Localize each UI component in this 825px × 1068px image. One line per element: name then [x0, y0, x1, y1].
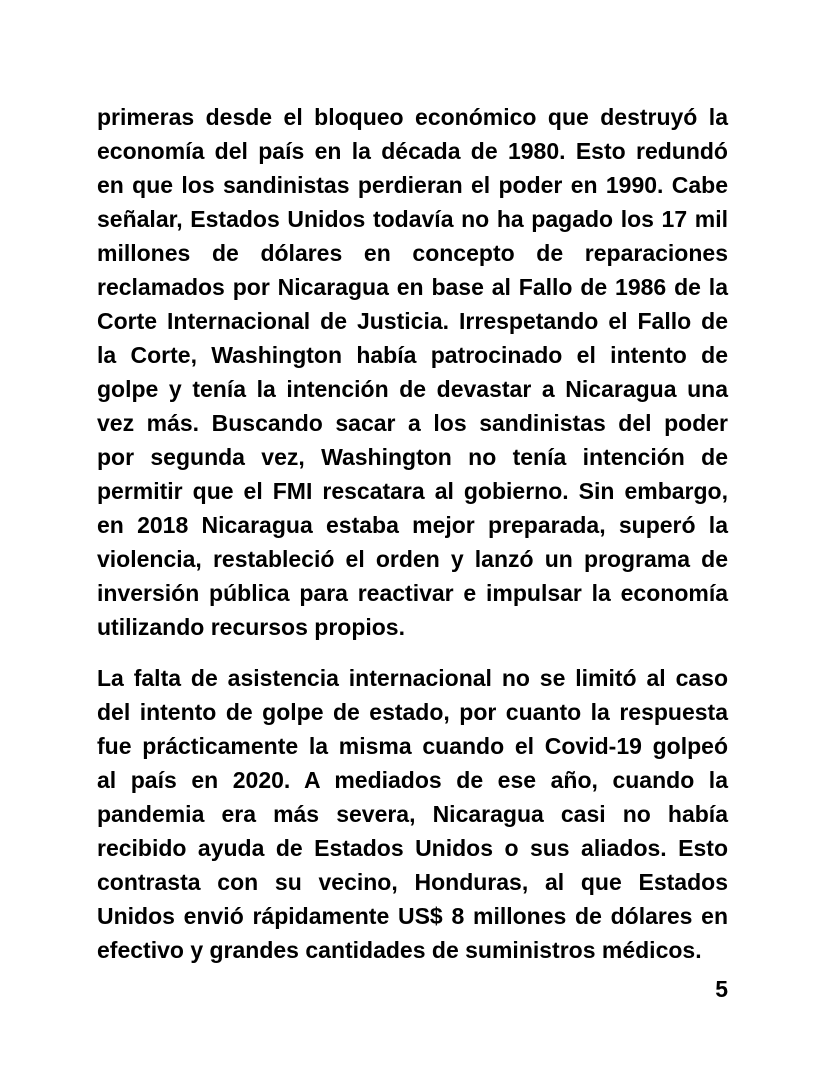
text-line: primeras desde el bloqueo económico que destruyó la [97, 104, 728, 130]
text-line: pandemia era más severa, Nicaragua casi no había [97, 801, 728, 827]
text-line: millones de dólares en concepto de reparaciones [97, 240, 728, 266]
text-line: del intento de golpe de estado, por cuanto la respuesta [97, 699, 728, 725]
text-line: La falta de asistencia internacional no se limitó al caso [97, 665, 728, 691]
text-line: la Corte, Washington había patrocinado el intento de [97, 342, 728, 368]
text-line: Unidos envió rápidamente US$ 8 millones de dólares en [97, 903, 728, 929]
text-line: efectivo y grandes cantidades de suministros médicos. [97, 937, 702, 963]
text-line: en que los sandinistas perdieran el poder en 1990. Cabe [97, 172, 728, 198]
page-number: 5 [715, 976, 728, 1002]
text-line: permitir que el FMI rescatara al gobierno. Sin embargo, [97, 478, 728, 504]
text-line: fue prácticamente la misma cuando el Covid-19 golpeó [97, 733, 728, 759]
paragraph [97, 661, 728, 967]
text-line: al país en 2020. A mediados de ese año, cuando la [97, 767, 728, 793]
text-line: Corte Internacional de Justicia. Irrespetando el Fallo de [97, 308, 728, 334]
text-line: reclamados por Nicaragua en base al Fallo de 1986 de la [97, 274, 728, 300]
text-line: economía del país en la década de 1980. Esto redundó [97, 138, 728, 164]
text-line: por segunda vez, Washington no tenía intención de [97, 444, 728, 470]
text-line: señalar, Estados Unidos todavía no ha pagado los 17 mil [97, 206, 728, 232]
text-line: en 2018 Nicaragua estaba mejor preparada, superó la [97, 512, 728, 538]
text-line: vez más. Buscando sacar a los sandinistas del poder [97, 410, 728, 436]
text-line: contrasta con su vecino, Honduras, al que Estados [97, 869, 728, 895]
text-line: recibido ayuda de Estados Unidos o sus aliados. Esto [97, 835, 728, 861]
text-line: utilizando recursos propios. [97, 614, 405, 640]
text-line: golpe y tenía la intención de devastar a Nicaragua una [97, 376, 728, 402]
text-line: inversión pública para reactivar e impulsar la economía [97, 580, 728, 606]
paragraph [97, 100, 728, 644]
text-line: violencia, restableció el orden y lanzó un programa de [97, 546, 728, 572]
page-body [97, 100, 728, 984]
